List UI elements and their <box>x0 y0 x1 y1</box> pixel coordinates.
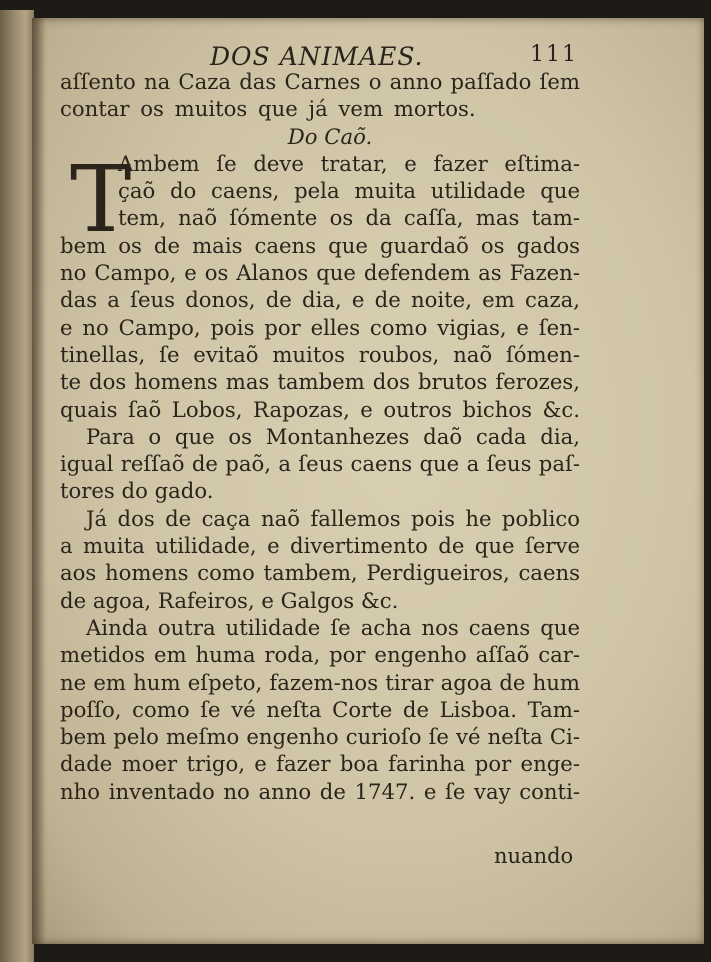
text-line: poſſo, como ſe vé neſta Corte de Lisboa. Tam- <box>60 696 580 722</box>
text-line: dade moer trigo, e fazer boa farinha por enge- <box>60 751 580 777</box>
text-line: das a ſeus donos, de dia, e de noite, em caza, <box>60 287 580 313</box>
section-subheading: Do Caõ. <box>287 123 373 149</box>
text-line: de agoa, Rafeiros, e Galgos &c. <box>60 587 399 613</box>
text-line: ne em hum eſpeto, fazem-nos tirar agoa de hum <box>60 669 580 695</box>
text-line: Ainda outra utilidade ſe acha nos caens que <box>86 614 580 640</box>
text-line: aos homens como tambem, Perdigueiros, caens <box>60 560 580 586</box>
text-line: tem, naõ ſómente os da caſſa, mas tam- <box>118 205 580 231</box>
text-line: te dos homens mas tambem dos brutos ferozes, <box>60 369 580 395</box>
text-line: tores do gado. <box>60 478 214 504</box>
page-number: 111 <box>530 42 578 67</box>
text-line: aſſento na Caza das Carnes o anno paſſado ſem <box>60 69 580 94</box>
text-line: metidos em huma roda, por engenho aſſaõ car- <box>60 642 580 668</box>
text-line: çaõ do caens, pela muita utilidade que <box>118 178 580 204</box>
page-gutter-shadow <box>32 18 46 944</box>
text-line: Ambem ſe deve tratar, e fazer eſtima- <box>118 150 580 176</box>
drop-cap: T <box>70 146 132 253</box>
text-line: no Campo, e os Alanos que defendem as Fazen- <box>60 260 580 286</box>
text-line: a muita utilidade, e divertimento de que ſerve <box>60 533 580 559</box>
text-line: e no Campo, pois por elles como vigias, e ſen- <box>60 314 580 340</box>
left-page-edge <box>0 10 34 962</box>
text-line: tinellas, ſe evitaõ muitos roubos, naõ ſómen- <box>60 341 580 367</box>
text-line: bem os de mais caens que guardaõ os gados <box>60 232 580 258</box>
text-line: nho inventado no anno de 1747. e ſe vay conti- <box>60 778 580 804</box>
text-line: contar os muitos que já vem mortos. <box>60 96 476 122</box>
text-line: Para o que os Montanhezes daõ cada dia, <box>86 423 580 449</box>
running-head: DOS ANIMAES. <box>210 42 424 71</box>
body-text <box>60 68 580 805</box>
text-line: Já dos de caça naõ fallemos pois he poblico <box>86 505 580 531</box>
text-line: igual reſſaõ de paõ, a ſeus caens que a ſeus paſ- <box>60 451 580 477</box>
catchword: nuando <box>494 844 574 868</box>
text-line: bem pelo meſmo engenho curioſo ſe vé neſta Ci- <box>60 724 580 750</box>
text-line: quais ſaõ Lobos, Rapozas, e outros bichos &c. <box>60 396 580 422</box>
